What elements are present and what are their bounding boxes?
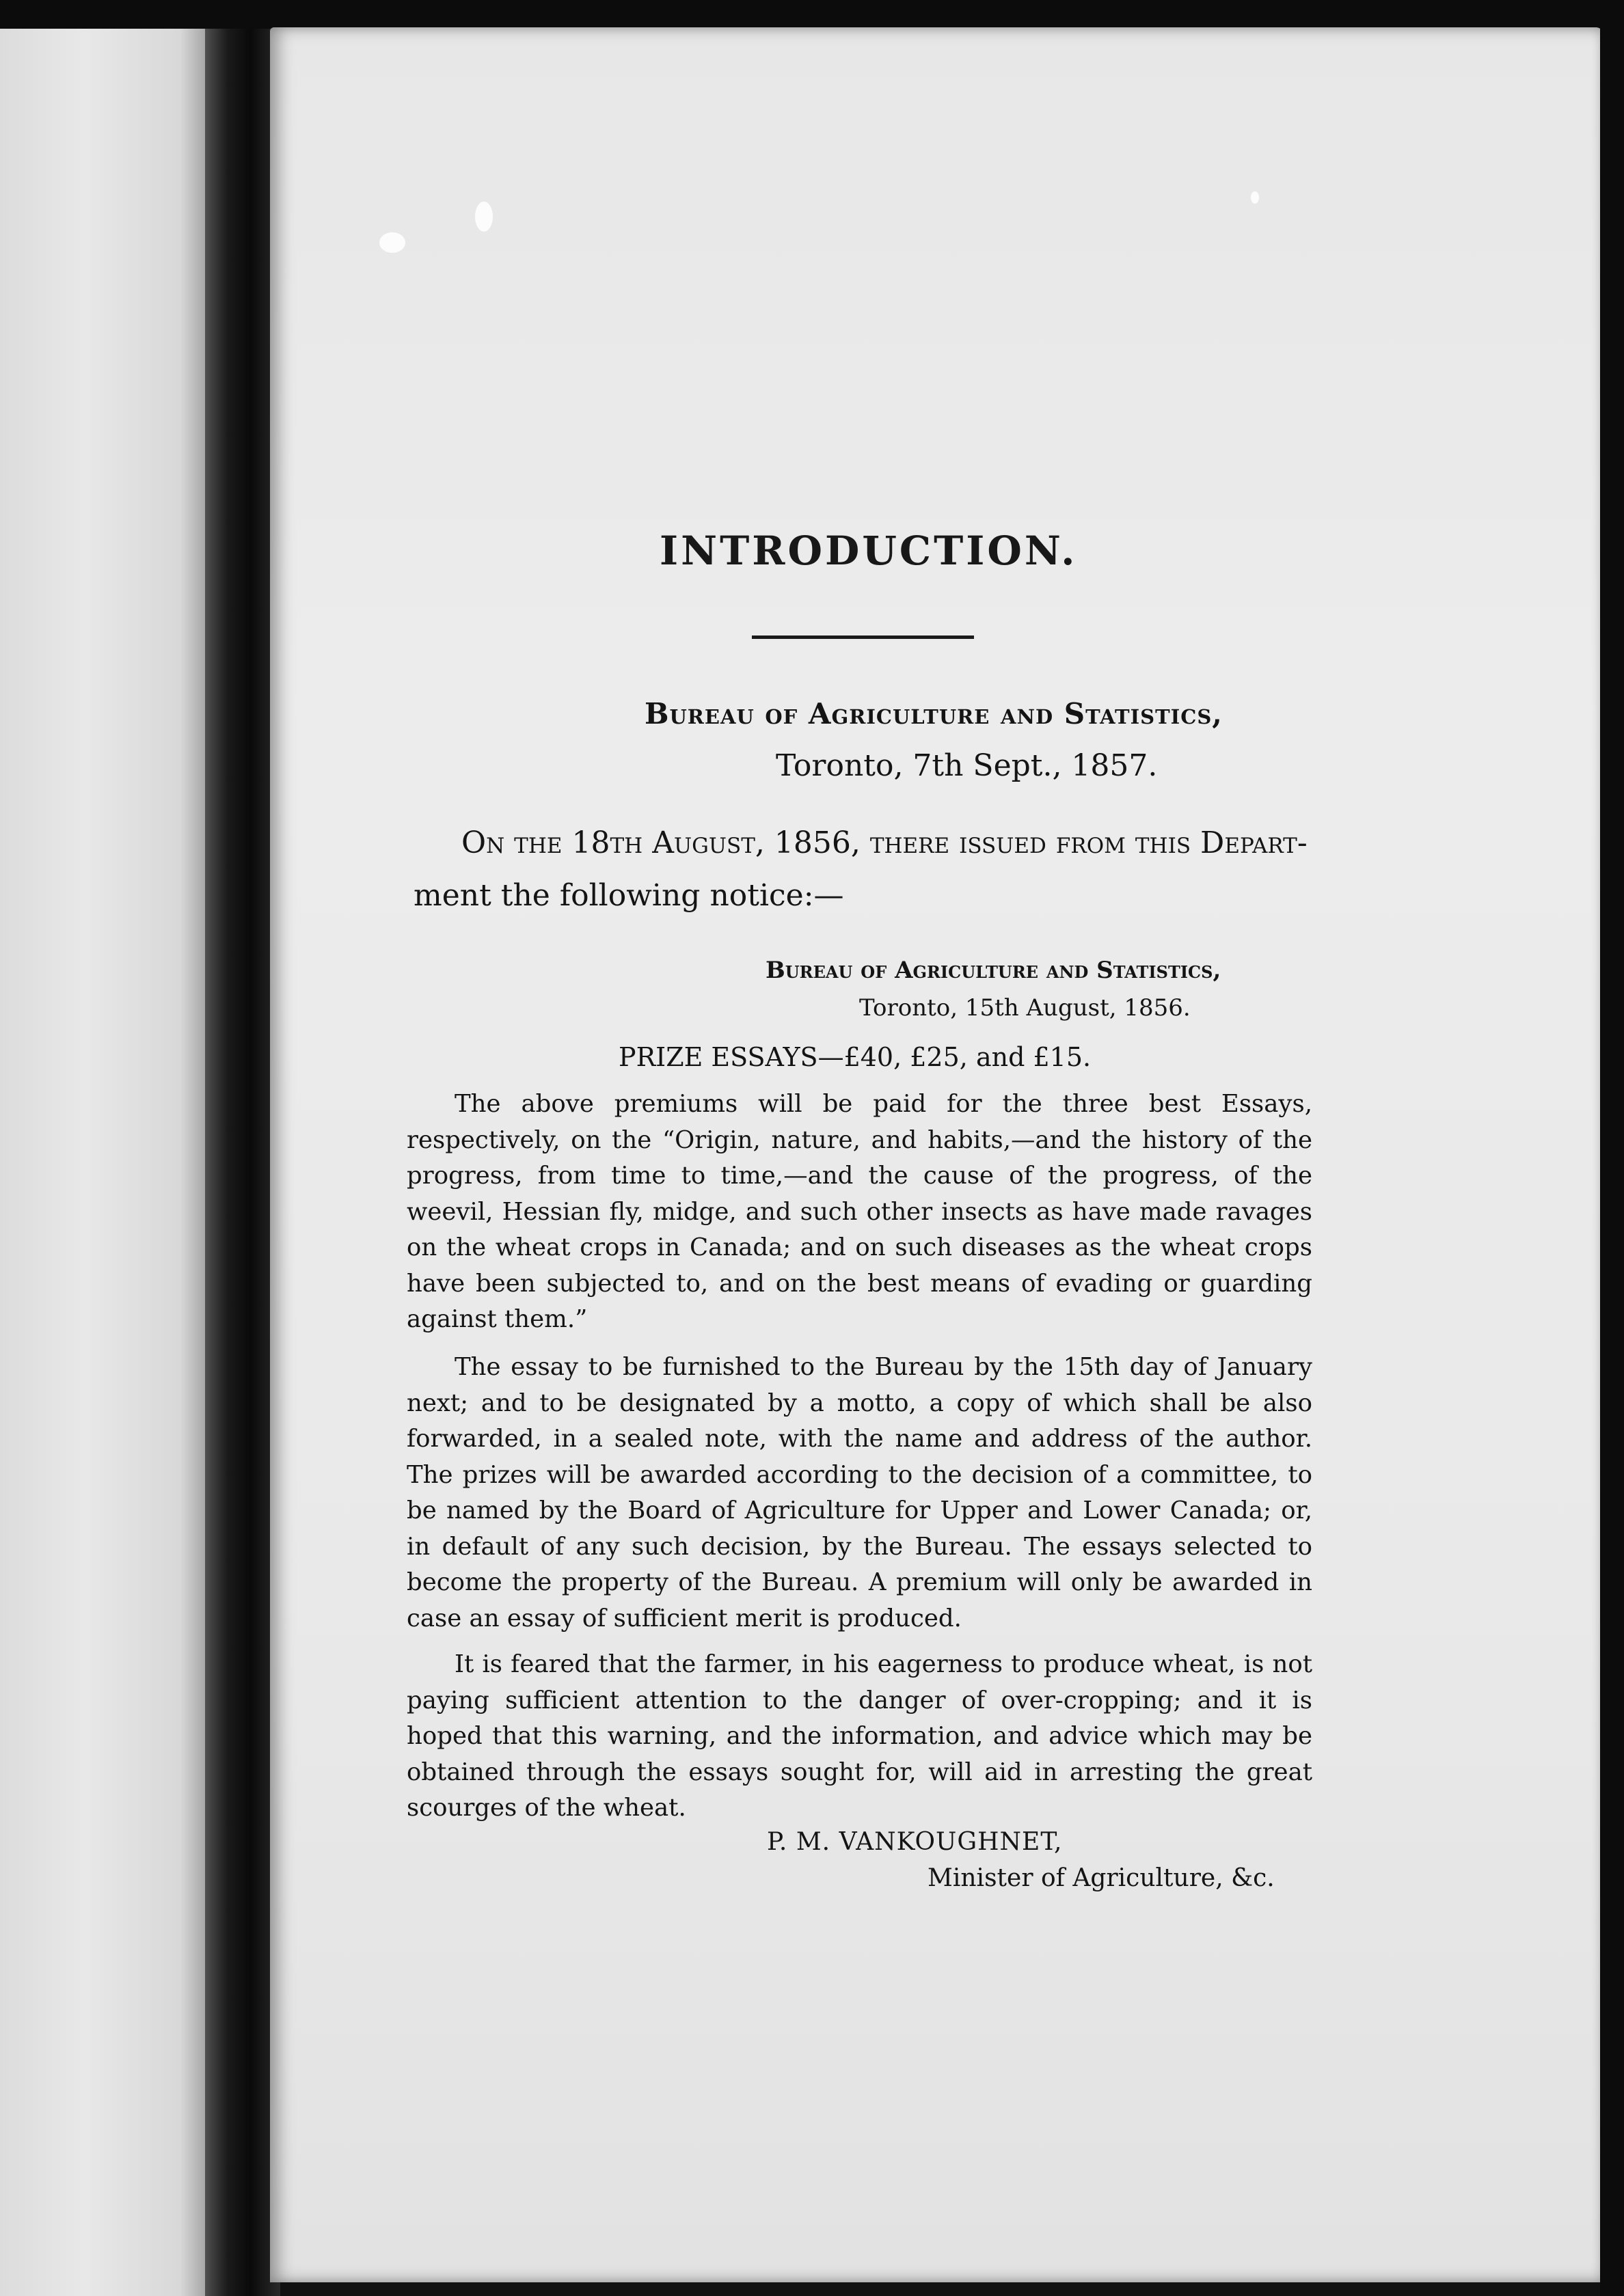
letterhead-date: Toronto, 7th Sept., 1857. [776, 748, 1158, 783]
facing-page-edge [0, 29, 212, 2296]
book-gutter [205, 29, 280, 2296]
signature-name: P. M. VANKOUGHNET, [767, 1828, 1063, 1856]
scan-right-border [1600, 0, 1624, 2296]
scan-speck [379, 232, 405, 253]
title-rule [752, 636, 974, 639]
notice-paragraph-2: The essay to be furnished to the Bureau by the 15th day of January next; and to be designated by a motto, a copy of which shall be also forwarded, in a sealed note, with the name and address of the author. The prizes will be awarded according to the decision of a committee, to be named by the Board of Agriculture for Upper and Lower Canada; or, in default of any such decision, by the Bureau. The essays selected to become the property of the Bureau. A premium will only be awarded in case an essay of sufficient merit is produced. [407, 1353, 1312, 1632]
notice-paragraph-3: It is feared that the farmer, in his eagerness to produce wheat, is not paying sufficient attention to the danger of over-cropping; and it is hoped that this warning, and the information, and advice which may be obtained through the essays sought for, will aid in arresting the great scourges of the wheat. [407, 1650, 1312, 1822]
page-title: INTRODUCTION. [660, 528, 1078, 574]
scan-speck [475, 202, 493, 232]
scan-top-border [0, 0, 1624, 29]
prize-heading: PRIZE ESSAYS—£40, £25, and £15. [619, 1042, 1092, 1072]
notice-office: Bureau of Agriculture and Statistics, [766, 957, 1221, 984]
letterhead-office: Bureau of Agriculture and Statistics, [645, 697, 1223, 730]
lead-line-1: On the 18th August, 1856, there issued from this Depart- [461, 825, 1308, 860]
signature-title: Minister of Agriculture, &c. [928, 1864, 1275, 1892]
notice-paragraph-1: The above premiums will be paid for the three best Essays, respectively, on the “Origin, nature, and habits,—and the history of the progress, from time to time,—and the cause of the progress, of the weevil, Hessian fly, midge, and such other insects as have made ravages on the wheat crops in Canada; and on such diseases as the wheat crops have been subjected to, and on the best means of evading or guarding against them.” [407, 1090, 1312, 1333]
lead-line-2: ment the following notice:— [414, 878, 844, 913]
scan-speck [1251, 191, 1259, 204]
notice-date: Toronto, 15th August, 1856. [859, 994, 1191, 1022]
